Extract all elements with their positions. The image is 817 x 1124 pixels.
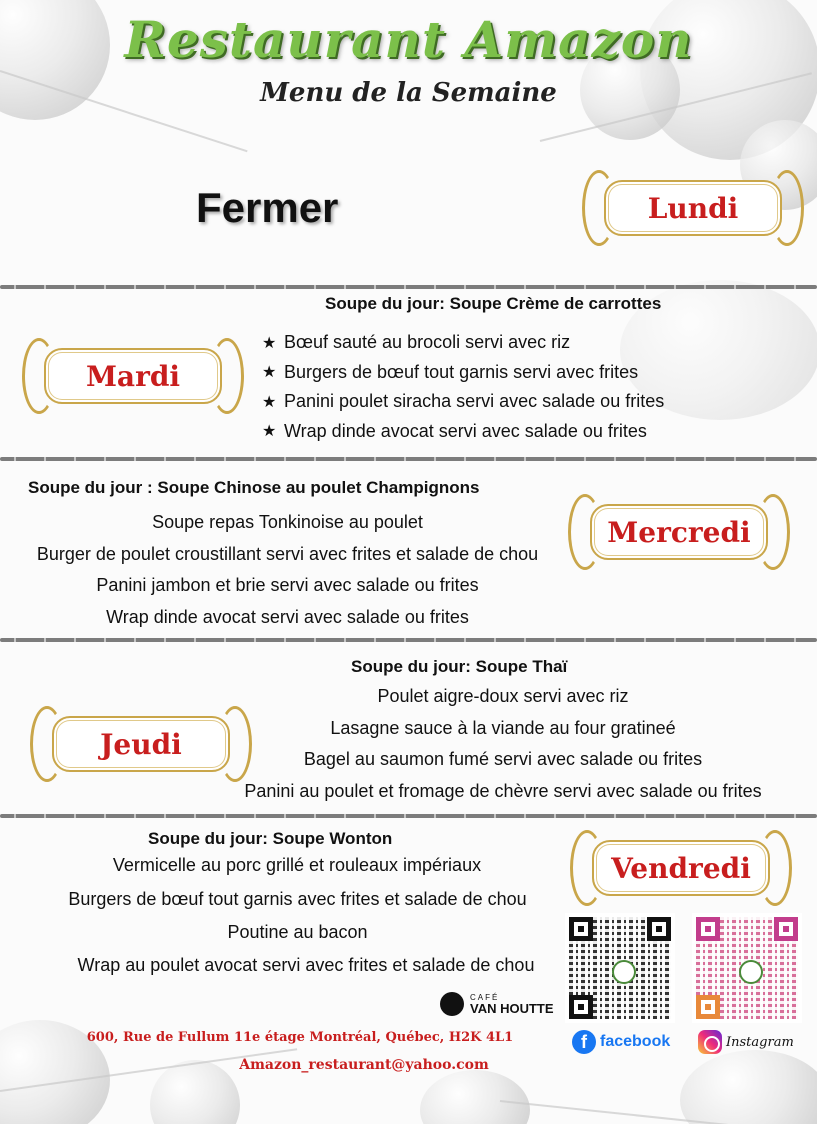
qr-logo-icon (739, 960, 763, 984)
section-divider (0, 285, 817, 289)
jeudi-soup: Soupe du jour: Soupe Thaï (351, 657, 568, 676)
star-icon: ★ (262, 423, 277, 441)
coffee-cup-icon (440, 992, 464, 1016)
vendredi-item: Poutine au bacon (227, 922, 368, 942)
day-label-lundi: Lundi (647, 191, 739, 225)
section-divider (0, 814, 817, 818)
mercredi-item: Wrap dinde avocat servi avec salade ou frites (106, 607, 469, 627)
mercredi-soup: Soupe du jour : Soupe Chinose au poulet Champignons (28, 478, 480, 497)
lundi-status: Fermer (196, 184, 339, 231)
vendredi-item: Vermicelle au porc grillé et rouleaux impériaux (112, 855, 482, 875)
restaurant-title: Restaurant Amazon (124, 10, 693, 69)
email[interactable]: Amazon_restaurant@yahoo.com (239, 1057, 489, 1073)
jeudi-item: Panini au poulet et fromage de chèvre servi avec salade ou frites (244, 781, 762, 801)
day-label-mardi: Mardi (85, 359, 181, 393)
star-icon: ★ (262, 393, 277, 411)
badge-vendredi (568, 826, 794, 910)
star-icon: ★ (262, 364, 277, 382)
day-label-jeudi: Jeudi (100, 727, 182, 761)
list-item: ★ Wrap dinde avocat servi avec salade ou frites (262, 420, 647, 441)
jeudi-item: Poulet aigre-doux servi avec riz (377, 686, 629, 706)
instagram-label: Instagram (726, 1034, 794, 1050)
facebook-qr-code[interactable] (565, 913, 675, 1023)
menu-subtitle: Menu de la Semaine (260, 78, 557, 108)
jeudi-item: Bagel au saumon fumé servi avec salade ou frites (303, 749, 703, 769)
vendredi-item: Burgers de bœuf tout garnis avec frites et salade de chou (68, 889, 527, 909)
address: 600, Rue de Fullum 11e étage Montréal, Québec, H2K 4L1 (86, 1030, 514, 1045)
badge-jeudi (28, 702, 254, 786)
badge-mercredi (566, 490, 792, 574)
vendredi-soup: Soupe du jour: Soupe Wonton (148, 829, 393, 848)
day-label-vendredi: Vendredi (611, 851, 751, 885)
star-icon: ★ (262, 334, 277, 352)
section-divider (0, 638, 817, 642)
section-divider (0, 457, 817, 461)
mercredi-item: Panini jambon et brie servi avec salade ou frites (96, 575, 479, 595)
list-item: ★ Panini poulet siracha servi avec salade ou frites (262, 391, 665, 412)
mercredi-item: Burger de poulet croustillant servi avec frites et salade de chou (36, 544, 539, 564)
day-label-mercredi: Mercredi (607, 515, 751, 549)
brand-small: CAFÉ (470, 992, 500, 1002)
jeudi-item: Lasagne sauce à la viande au four gratineé (330, 718, 676, 738)
instagram-qr-code[interactable] (692, 913, 802, 1023)
facebook-label: facebook (600, 1033, 671, 1050)
badge-lundi (580, 166, 806, 250)
mercredi-item: Soupe repas Tonkinoise au poulet (152, 512, 423, 532)
mardi-soup: Soupe du jour: Soupe Crème de carrottes (325, 294, 662, 313)
brand-big: VAN HOUTTE (470, 1000, 554, 1016)
van-houtte-logo (440, 992, 554, 1016)
instagram-link[interactable] (698, 1030, 794, 1054)
mardi-menu-list (262, 328, 664, 446)
instagram-icon (698, 1030, 722, 1054)
badge-mardi (20, 334, 246, 418)
facebook-icon: f (572, 1030, 596, 1054)
vendredi-item: Wrap au poulet avocat servi avec frites et salade de chou (77, 955, 535, 975)
list-item: ★ Burgers de bœuf tout garnis servi avec frites (262, 361, 639, 382)
list-item: ★ Bœuf sauté au brocoli servi avec riz (262, 332, 571, 353)
qr-logo-icon (612, 960, 636, 984)
